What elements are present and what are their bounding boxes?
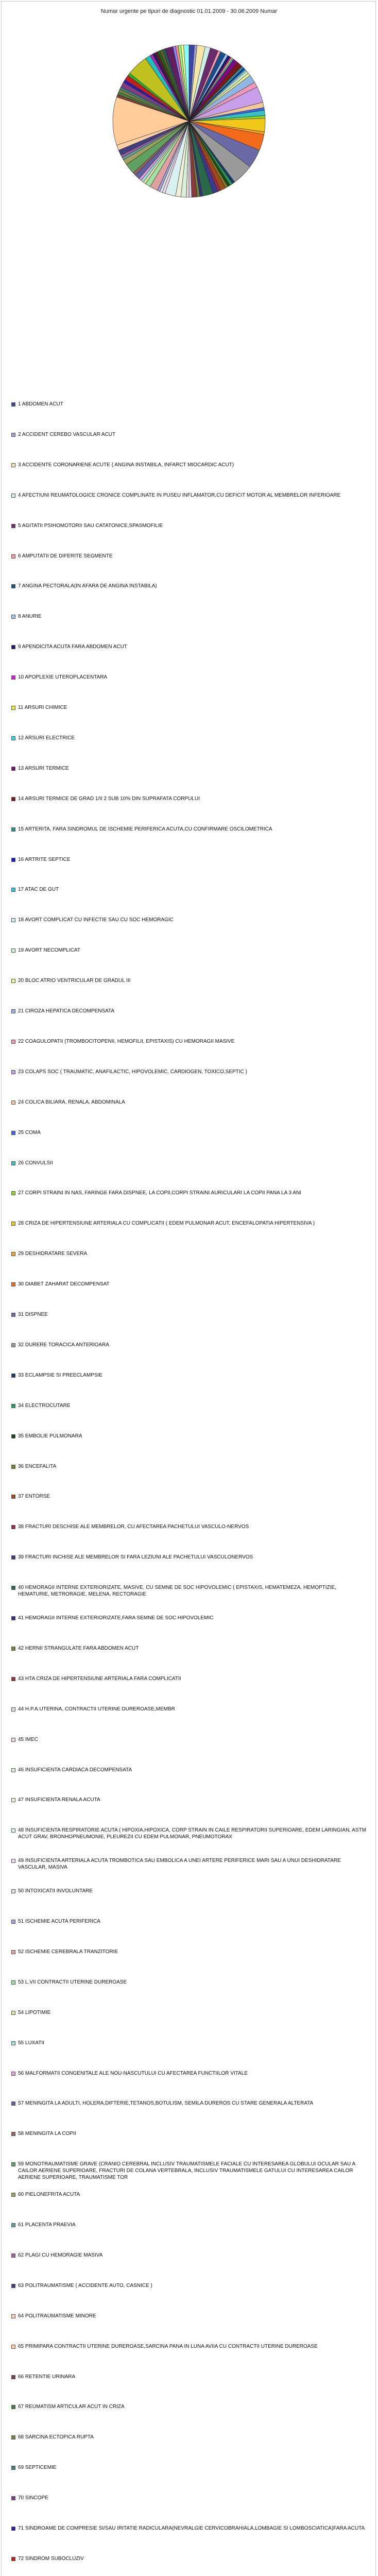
legend-swatch xyxy=(11,706,15,710)
legend-item xyxy=(11,1523,367,1530)
legend-label: 41 HEMORAGII INTERNE EXTERIORIZATE,FARA SEMNE DE SOC HIPOVOLEMIC xyxy=(18,1615,214,1621)
legend-swatch xyxy=(11,767,15,771)
legend-label: 37 ENTORSE xyxy=(18,1494,50,1500)
legend-item xyxy=(11,1281,367,1287)
legend-swatch xyxy=(11,1980,15,1985)
legend-label: 2 ACCIDENT CEREBO VASCULAR ACUT xyxy=(18,431,116,437)
pie-chart xyxy=(0,0,378,258)
legend-label: 69 SEPTICEMIE xyxy=(18,2465,57,2471)
legend-item xyxy=(11,522,367,529)
legend-swatch xyxy=(11,1707,15,1711)
legend-swatch xyxy=(11,1859,15,1863)
legend-swatch xyxy=(11,2193,15,2197)
legend-label: 63 POLITRAUMATISME ( ACCIDENTE AUTO, CASNICE ) xyxy=(18,2282,152,2289)
legend-swatch xyxy=(11,2435,15,2439)
legend-item xyxy=(11,1220,367,1227)
legend-label: 11 ARSURI CHIMICE xyxy=(18,705,67,710)
legend-swatch xyxy=(11,2527,15,2531)
legend-label: 23 COLAPS SOC ( TRAUMATIC, ANAFILACTIC, HIPOVOLEMIC, CARDIOGEN, TOXICO,SEPTIC ) xyxy=(18,1069,247,1075)
legend-item xyxy=(11,1797,367,1803)
legend-swatch xyxy=(11,1465,15,1469)
legend-label: 20 BLOC ATRIO VENTRICULAR DE GRADUL III xyxy=(18,978,131,984)
legend-label: 32 DURERE TORACICA ANTERIOARA xyxy=(18,1342,109,1348)
legend-swatch xyxy=(11,1889,15,1893)
legend-label: 67 REUMATISM ARTICULAR ACUT IN CRIZA xyxy=(18,2404,125,2410)
legend-item xyxy=(11,1948,367,1955)
legend-item xyxy=(11,2434,367,2441)
legend-swatch xyxy=(11,1434,15,1438)
legend-item xyxy=(11,735,367,741)
legend-swatch xyxy=(11,736,15,740)
legend-item xyxy=(11,1615,367,1621)
legend-swatch xyxy=(11,615,15,619)
legend-swatch xyxy=(11,2466,15,2470)
legend-item xyxy=(11,1979,367,1986)
legend-item xyxy=(11,613,367,620)
legend-swatch xyxy=(11,524,15,528)
legend-item xyxy=(11,765,367,772)
legend-label: 57 MENINGITA LA ADULTI, HOLERA,DIFTERIE,TETANOS,BOTULISM, SEMILA DUREROS CU STARE GENERALA ALTERATA xyxy=(18,2100,314,2107)
legend-label: 64 POLITRAUMATISME MINORE xyxy=(18,2313,96,2319)
legend-label: 26 CONVULSII xyxy=(18,1160,53,1166)
legend-swatch xyxy=(11,1616,15,1620)
legend-swatch xyxy=(11,888,15,892)
legend-item xyxy=(11,1918,367,1925)
legend-item xyxy=(11,1857,367,1871)
legend-item xyxy=(11,1160,367,1166)
legend-item xyxy=(11,1008,367,1014)
legend-swatch xyxy=(11,979,15,983)
legend-swatch xyxy=(11,1009,15,1013)
legend-swatch xyxy=(11,2162,15,2166)
legend-item xyxy=(11,1675,367,1682)
legend-swatch xyxy=(11,463,15,467)
legend-item xyxy=(11,856,367,863)
legend-swatch xyxy=(11,1040,15,1044)
legend-label: 8 ANURIE xyxy=(18,614,42,620)
legend-swatch xyxy=(11,1252,15,1256)
legend-swatch xyxy=(11,1191,15,1195)
legend-swatch xyxy=(11,1131,15,1135)
legend-label: 71 SINDROAME DE COMPRESIE SI/SAU IRITATIE RADICULARA(NEVRALGIE CERVICOBRAHIALA,LOMBAGIE SI LOMBOSCIATICA)FARA ACUTA xyxy=(18,2526,365,2531)
legend-label: 35 EMBOLIE PULMONARA xyxy=(18,1433,82,1439)
legend-swatch xyxy=(11,1525,15,1529)
legend-label: 51 ISCHEMIE ACUTA PERIFERICA xyxy=(18,1919,100,1924)
legend-label: 27 CORPI STRAINI IN NAS, FARINGE FARA DISPNEE, LA COPII,CORPI STRAINI AURICULARI LA COPII PANA LA 3 ANI xyxy=(18,1190,301,1196)
legend-label: 56 MALFORMATII CONGENITALE ALE NOU-NASCUTULUI CU AFECTAREA FUNCTIILOR VITALE xyxy=(18,2070,248,2076)
legend-item xyxy=(11,462,367,468)
legend-swatch xyxy=(11,1343,15,1347)
legend-label: 18 AVORT COMPLICAT CU INFECTIE SAU CU SOC HEMORAGIC xyxy=(18,917,174,923)
legend-swatch xyxy=(11,433,15,437)
legend-swatch xyxy=(11,2223,15,2227)
legend-swatch xyxy=(11,2041,15,2045)
legend-label: 38 FRACTURI DESCHISE ALE MEMBRELOR, CU AFECTAREA PACHETULUI VASCULO-NERVOS xyxy=(18,1524,249,1530)
legend-swatch xyxy=(11,948,15,953)
legend-swatch xyxy=(11,1768,15,1772)
legend-label: 70 SINCOPE xyxy=(18,2495,48,2501)
legend-label: 62 PLAGI CU HEMORAGIE MASIVA xyxy=(18,2252,103,2258)
legend-label: 45 IMEC xyxy=(18,1736,38,1742)
legend-label: 44 H.P.A.UTERINA, CONTRACTII UTERINE DUREROASE,MEMBR xyxy=(18,1706,175,1712)
legend-item xyxy=(11,2495,367,2501)
legend-item xyxy=(11,2343,367,2350)
legend-swatch xyxy=(11,918,15,922)
legend-item xyxy=(11,583,367,589)
legend-item xyxy=(11,1250,367,1257)
legend-swatch xyxy=(11,2102,15,2106)
legend-item xyxy=(11,704,367,711)
legend-label: 48 INSUFICIENTA RESPIRATORIE ACUTA ( HIPOXIA,HIPOXICA, CORP STRAIN IN CAILE RESPIRATORII SUPERIOARE, EDEM LARINGIAN, ASTM ACUT GRAV, BRONHOPNEUMONIE, PLEUREZII CU EDEM PULMONAR, PNEUMOTORAX xyxy=(18,1827,367,1840)
legend-label: 65 PRIMIPARA CONTRACTII UTERINE DUREROASE,SARCINA PANA IN LUNA AVIIA CU CONTRACTII UTERINE DUREROASE xyxy=(18,2343,318,2349)
legend-swatch xyxy=(11,2253,15,2258)
legend-label: 68 SARCINA ECTOPICA RUPTA xyxy=(18,2434,94,2441)
legend-label: 54 LIPOTIMIE xyxy=(18,2009,51,2015)
legend-item xyxy=(11,886,367,893)
legend-label: 50 INTOXICATII INVOLUNTARE xyxy=(18,1888,93,1894)
legend-label: 72 SINDROM SUBOCLUZIV xyxy=(18,2555,84,2562)
legend-item xyxy=(11,2100,367,2107)
legend-item xyxy=(11,2374,367,2380)
legend-label: 30 DIABET ZAHARAT DECOMPENSAT xyxy=(18,1281,110,1287)
legend-swatch xyxy=(11,584,15,588)
legend-swatch xyxy=(11,2072,15,2076)
legend-item xyxy=(11,431,367,438)
legend-item xyxy=(11,1402,367,1409)
legend-label: 17 ATAC DE GUT xyxy=(18,887,59,893)
legend-swatch xyxy=(11,2496,15,2500)
legend-item xyxy=(11,1190,367,1196)
legend-label: 29 DESHIDRATARE SEVERA xyxy=(18,1251,88,1257)
legend-item xyxy=(11,1463,367,1470)
legend-swatch xyxy=(11,2132,15,2136)
legend-label: 15 ARTERITA, FARA SINDROMUL DE ISCHEMIE PERIFERICA ACUTA,CU CONFIRMARE OSCILOMETRICA xyxy=(18,826,272,832)
legend-label: 25 COMA xyxy=(18,1129,41,1136)
legend-label: 28 CRIZA DE HIPERTENSIUNE ARTERIALA CU COMPLICATII ( EDEM PULMONAR ACUT, ENCEFALOPATIA HIPERTENSIVA ) xyxy=(18,1221,315,1227)
legend-item xyxy=(11,401,367,408)
legend-item xyxy=(11,1645,367,1652)
legend-label: 9 APENDICITA ACUTA FARA ABDOMEN ACUT xyxy=(18,644,127,650)
legend-label: 53 L.VII CONTRACTII UTERINE DUREROASE xyxy=(18,1979,127,1985)
legend-item xyxy=(11,2070,367,2077)
legend-swatch xyxy=(11,2375,15,2379)
legend-item xyxy=(11,2464,367,2471)
legend-label: 1 ABDOMEN ACUT xyxy=(18,401,63,407)
legend-item xyxy=(11,2403,367,2410)
legend-item xyxy=(11,2282,367,2289)
legend-swatch xyxy=(11,1677,15,1681)
legend-item xyxy=(11,2252,367,2259)
legend-swatch xyxy=(11,1738,15,1742)
legend-item xyxy=(11,1129,367,1136)
legend-label: 46 INSUFICIENTA CARDIACA DECOMPENSATA xyxy=(18,1767,132,1773)
legend-label: 3 ACCIDENTE CORONARIENE ACUTE ( ANGINA INSTABILA, INFARCT MIOCARDIC ACUT) xyxy=(18,462,234,468)
legend-item xyxy=(11,947,367,954)
legend-item xyxy=(11,1827,367,1840)
legend-swatch xyxy=(11,1920,15,1924)
legend-item xyxy=(11,1372,367,1379)
legend-swatch xyxy=(11,402,15,406)
legend-label: 10 APOPLEXIE UTEROPLACENTARA xyxy=(18,674,108,681)
legend-item xyxy=(11,1493,367,1500)
legend-label: 7 ANGINA PECTORALA(IN AFARA DE ANGINA INSTABILA) xyxy=(18,583,157,589)
legend-label: 39 FRACTURI INCHISE ALE MEMBRELOR SI FARA LEZIUNI ALE PACHETULUI VASCULONERVOS xyxy=(18,1554,253,1561)
legend-label: 14 ARSURI TERMICE DE GRAD 1/II 2 SUB 10% DIN SUPRAFATA CORPULUI xyxy=(18,795,200,802)
legend-item xyxy=(11,2313,367,2319)
legend-swatch xyxy=(11,2011,15,2015)
legend-swatch xyxy=(11,1647,15,1651)
legend-swatch xyxy=(11,645,15,649)
legend-swatch xyxy=(11,2405,15,2409)
legend-label: 4 AFECTIUNI REUMATOLOGICE CRONICE COMPLINATE IN PUSEU INFLAMATOR,CU DEFICIT MOTOR AL MEMBRELOR INFERIOARE xyxy=(18,492,341,498)
legend-swatch xyxy=(11,858,15,862)
legend-item xyxy=(11,643,367,650)
legend-swatch xyxy=(11,2557,15,2561)
chart-frame xyxy=(1,1,376,2576)
legend-swatch xyxy=(11,1100,15,1105)
legend-swatch xyxy=(11,2314,15,2318)
legend-item xyxy=(11,1038,367,1045)
legend-item xyxy=(11,2040,367,2046)
legend-swatch xyxy=(11,827,15,832)
legend-swatch xyxy=(11,1555,15,1560)
legend-swatch xyxy=(11,2284,15,2288)
legend-item xyxy=(11,674,367,681)
legend-item xyxy=(11,1706,367,1713)
legend-label: 55 LUXATII xyxy=(18,2040,44,2046)
legend-item xyxy=(11,795,367,802)
legend-label: 24 COLICA BILIARA, RENALA, ABDOMINALA xyxy=(18,1099,125,1105)
legend-label: 6 AMPUTATII DE DIFERITE SEGMENTE xyxy=(18,553,113,559)
legend-item xyxy=(11,2161,367,2181)
legend-label: 47 INSUFICIENTA RENALA ACUTA xyxy=(18,1797,100,1803)
legend-label: 19 AVORT NECOMPLICAT xyxy=(18,947,80,954)
legend-label: 34 ELECTROCUTARE xyxy=(18,1402,71,1409)
legend-item xyxy=(11,826,367,833)
legend-swatch xyxy=(11,1495,15,1499)
legend-item xyxy=(11,2191,367,2198)
legend-item xyxy=(11,2222,367,2228)
legend-item xyxy=(11,1342,367,1348)
legend-item xyxy=(11,1099,367,1106)
legend-label: 16 ARTRITE SEPTICE xyxy=(18,856,71,862)
legend-label: 49 INSUFICIENTA ARTERIALA ACUTA TROMBOTICA SAU EMBOLICA A UNEI ARTERE PERIFERICE MARI SAU A UNUI DESHIDRATARE VASCULAR, MASIVA xyxy=(18,1858,341,1871)
legend-item xyxy=(11,2555,367,2562)
legend-swatch xyxy=(11,797,15,801)
legend-label: 12 ARSURI ELECTRICE xyxy=(18,735,75,741)
legend-label: 52 ISCHEMIE CEREBRALA TRANZITORIE xyxy=(18,1948,118,1955)
legend-label: 42 HERNII STRANGULATE FARA ABDOMEN ACUT xyxy=(18,1645,139,1651)
legend-label: 60 PIELONEFRITA ACUTA xyxy=(18,2192,80,2198)
legend-swatch xyxy=(11,1798,15,1802)
legend-swatch xyxy=(11,1161,15,1165)
legend-label: 58 MENINGITA LA COPII xyxy=(18,2131,76,2137)
legend-label: 36 ENCEFALITA xyxy=(18,1463,57,1469)
legend-item xyxy=(11,2525,367,2532)
legend-item xyxy=(11,2130,367,2137)
legend-label: 5 AGITATII PSIHOMOTORII SAU CATATONICE,SPASMOFILIE xyxy=(18,522,163,529)
legend-swatch xyxy=(11,1950,15,1954)
legend-label: 66 RETENTIE URINARA xyxy=(18,2374,76,2380)
legend-item xyxy=(11,2009,367,2016)
legend-item xyxy=(11,1736,367,1743)
legend-label: 31 DISPNEE xyxy=(18,1312,48,1317)
legend-item xyxy=(11,917,367,923)
legend-label: 21 CIROZA HEPATICA DECOMPENSATA xyxy=(18,1008,115,1014)
legend-swatch xyxy=(11,1586,15,1590)
legend-swatch xyxy=(11,2345,15,2349)
legend-label: 22 COAGULOPATII (TROMBOCITOPENII, HEMOFILII, EPISTAXIS) CU HEMORAGII MASIVE xyxy=(18,1038,235,1044)
legend-swatch xyxy=(11,1070,15,1074)
legend-item xyxy=(11,1554,367,1561)
chart-title: Numar urgente pe tipuri de diagnostic 01.01.2009 - 30.06.2009 Numar xyxy=(100,8,278,14)
legend-swatch xyxy=(11,1374,15,1378)
legend-swatch xyxy=(11,1404,15,1408)
legend-swatch xyxy=(11,1313,15,1317)
legend-label: 13 ARSURI TERMICE xyxy=(18,765,69,771)
legend-label: 33 ECLAMPSIE SI PREECLAMPSIE xyxy=(18,1372,102,1378)
legend-swatch xyxy=(11,675,15,680)
legend-item xyxy=(11,1767,367,1773)
legend-item xyxy=(11,977,367,984)
legend-item xyxy=(11,1888,367,1894)
legend-item xyxy=(11,1069,367,1075)
legend-swatch xyxy=(11,1828,15,1833)
legend-item xyxy=(11,1584,367,1598)
legend-swatch xyxy=(11,1222,15,1226)
legend-item xyxy=(11,553,367,560)
legend-swatch xyxy=(11,1282,15,1286)
legend-item xyxy=(11,492,367,499)
legend-item xyxy=(11,1311,367,1318)
legend-swatch xyxy=(11,554,15,558)
legend-label: 61 PLACENTA PRAEVIA xyxy=(18,2222,76,2228)
legend-item xyxy=(11,1433,367,1439)
legend-label: 43 HTA CRIZA DE HIPERTENSIUNE ARTERIALA FARA COMPLICATII xyxy=(18,1675,181,1682)
legend-label: 40 HEMORAGII INTERNE EXTERIORIZATE, MASIVE, CU SEMNE DE SOC HIPOVOLEMIC ( EPISTAXIS, HEMATEMEZA, HEMOPTIZIE, HEMATURIE, METRORAGIE, MELENA, RECTORAGIE xyxy=(18,1585,336,1598)
legend-label: 59 MONOTRAUMATISME GRAVE (CRANIO CEREBRAL INCLUSIV TRAUMATISMELE FACIALE CU INTERESAREA GLOBULUI OCULAR SAU A CAILOR AERIENE SUPERIOARE, FRACTURI DE COLANA VERTEBRALA, INCLUSIV TRAUMATISMELE GATULUI CU INTERESAREA CAILOR AERIENE SUPERIOARE, TRAUMATISME TOR xyxy=(18,2161,355,2181)
legend-swatch xyxy=(11,494,15,498)
